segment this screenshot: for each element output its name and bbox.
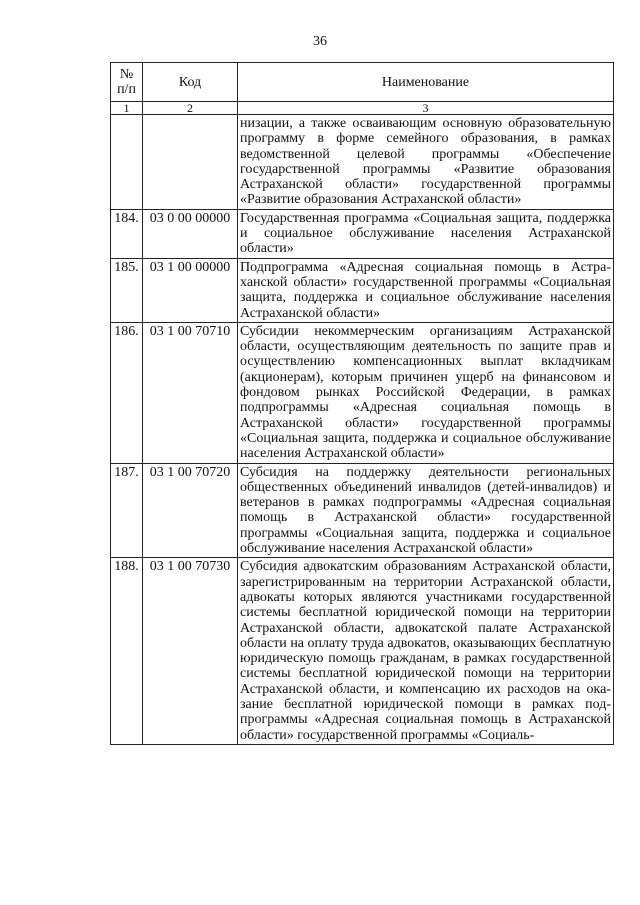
row-name: Субсидия адвокатским образованиям Астраханской области, зарегистрированным на территории Астраханской области, адвокаты которых являются участниками государственной системы бесплатной юридической помощи на территории Астраханской области, адвокатской палате Астраханской области на оплату труда адвокатов, оказывающих бесплатную юридическую помощь гражданам, в рамках государственной системы бесплатной юридической помощи на территории Астраханской области, и компенсацию их расходов на оказание бесплатной юридической помощи в рамках подпрограммы «Адресная социальная помощь в Астраханской области» государственной программы «Социаль- (238, 558, 614, 745)
row-code: 03 1 00 70720 (143, 463, 238, 558)
row-code (143, 115, 238, 210)
row-num: 188. (111, 558, 143, 745)
table-row (111, 463, 614, 558)
row-name: Субсидия на поддержку деятельности региональных общественных объединений инвалидов (детей-инвалидов) и ветеранов в рамках подпрограммы «Адресная социальная помощь в Астраханской области» государственной программы «Социальная защита, поддержка и социальное обслуживание населения Астраханской области» (238, 463, 614, 558)
header-code: Код (143, 63, 238, 102)
table-row (111, 558, 614, 745)
table-row (111, 209, 614, 258)
table-row (111, 258, 614, 322)
index-cell-1: 1 (111, 102, 143, 115)
table-row (111, 115, 614, 210)
table-header-row (111, 63, 614, 102)
row-code: 03 1 00 00000 (143, 258, 238, 322)
row-code: 03 0 00 00000 (143, 209, 238, 258)
row-name: Подпрограмма «Адресная социальная помощь в Астраханской области» государственной программы «Социальная защита, поддержка и социальное обслуживание населения Астраханской области» (238, 258, 614, 322)
row-name: Государственная программа «Социальная защита, поддержка и социальное обслуживание населения Астраханской области» (238, 209, 614, 258)
table-index-row (111, 102, 614, 115)
index-cell-3: 3 (238, 102, 614, 115)
budget-table (110, 62, 614, 745)
row-code: 03 1 00 70710 (143, 322, 238, 463)
header-num-line1: № (119, 67, 134, 82)
page-number: 36 (313, 34, 327, 49)
header-name: Наименование (238, 63, 614, 102)
table-row (111, 322, 614, 463)
row-name: Субсидии некоммерческим организациям Астраханской области, осуществляющим деятельность по защите прав и осуществлению компенсационных выплат вкладчикам (акционерам), которым причинен ущерб на финансовом и фондовом рынках Российской Федерации, в рамках подпрограммы «Адресная социальная помощь в Астраханской области» государственной программы «Социальная защита, поддержка и социальное обслуживание населения Астраханской области» (238, 322, 614, 463)
row-code: 03 1 00 70730 (143, 558, 238, 745)
header-num (111, 63, 143, 102)
row-num (111, 115, 143, 210)
header-num-line2: п/п (117, 82, 136, 97)
row-num: 186. (111, 322, 143, 463)
row-num: 187. (111, 463, 143, 558)
row-num: 185. (111, 258, 143, 322)
row-name: низации, а также осваивающим основную образовательную программу в форме семейного образования, в рамках ведомственной целевой программы «Обеспечение государственной программы «Развитие образования Астраханской области» государственной программы «Развитие образования Астраханской области» (238, 115, 614, 210)
index-cell-2: 2 (143, 102, 238, 115)
row-num: 184. (111, 209, 143, 258)
